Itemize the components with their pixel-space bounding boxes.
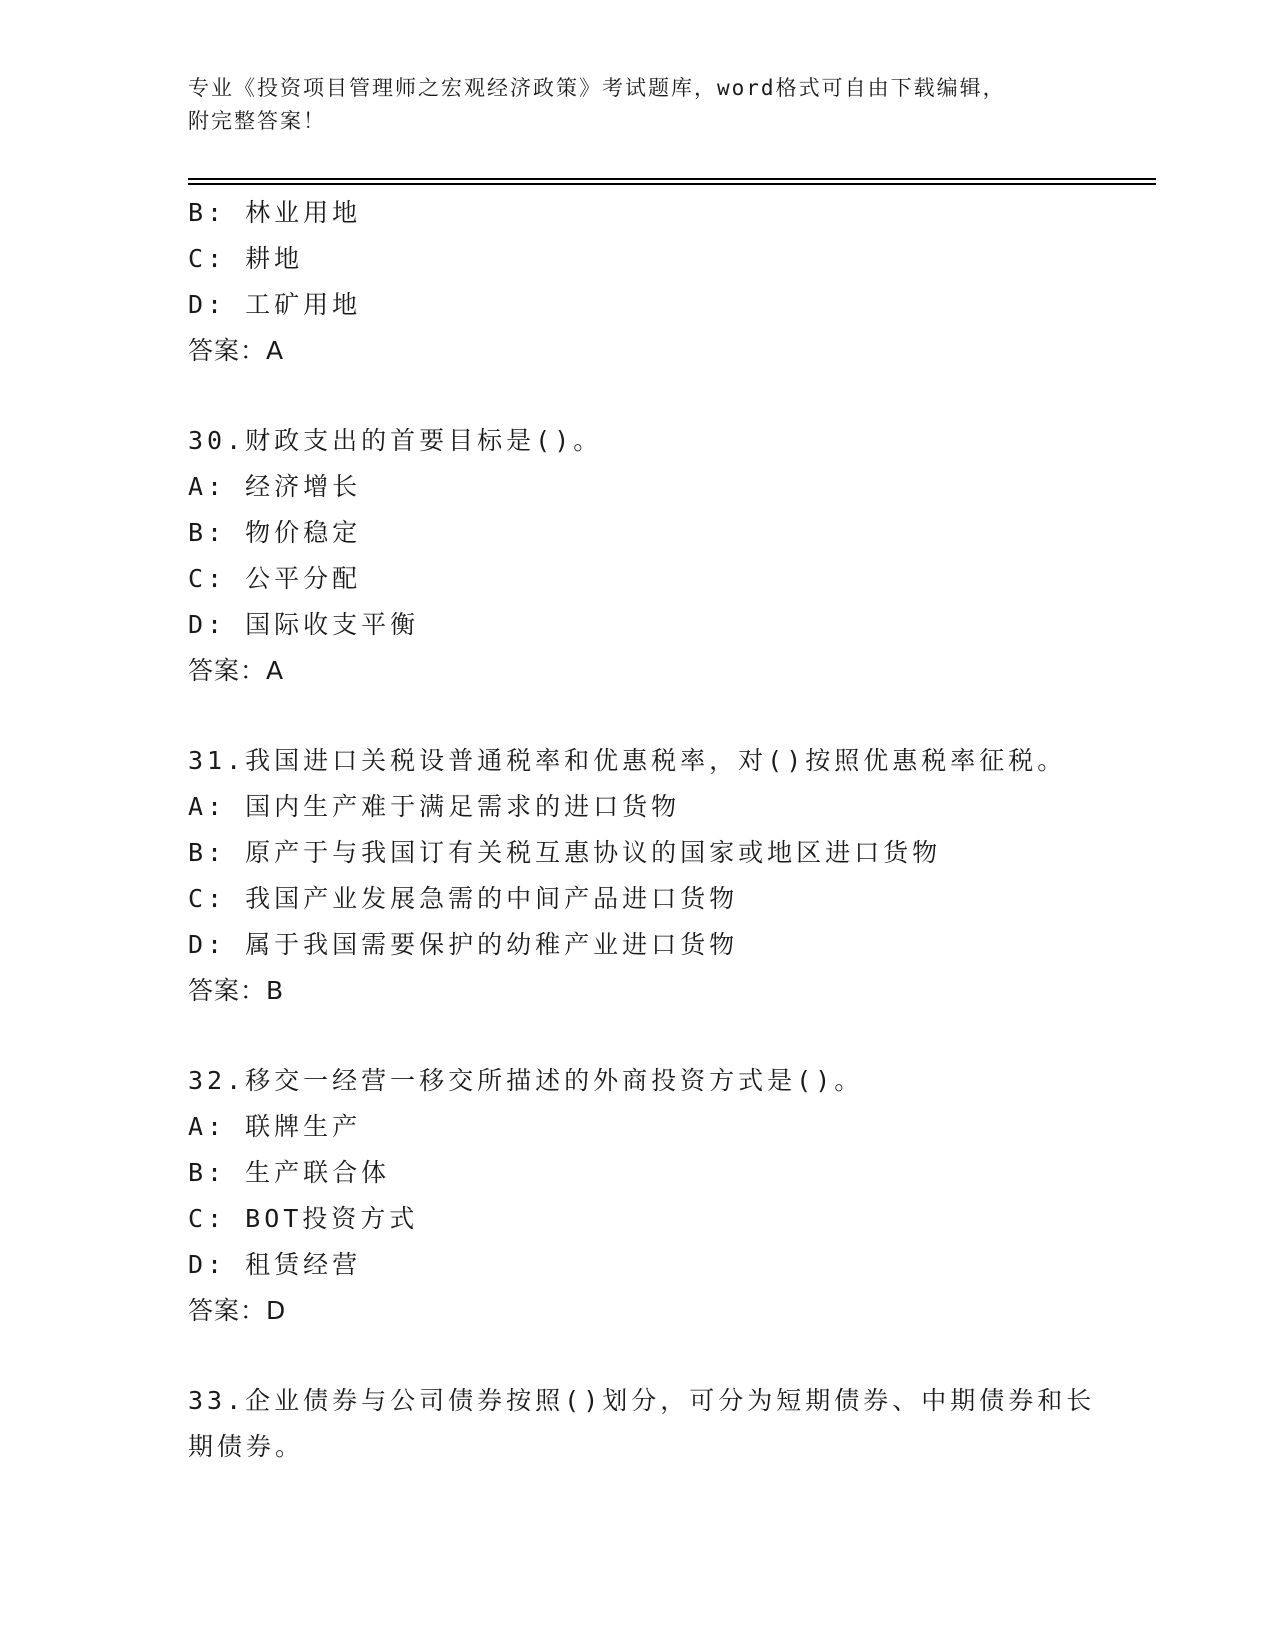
option-d: D: 工矿用地 [188,290,362,319]
answer-line: 答案：A [188,656,285,685]
option-c: C: 耕地 [188,244,304,273]
option-c: C: 我国产业发展急需的中间产品进口货物 [188,884,739,913]
option-b: B: 林业用地 [188,198,362,227]
header-divider-bottom [188,183,1156,185]
question-block-31 [188,738,1168,1014]
header-line-2: 附完整答案！ [188,109,326,133]
option-b: B: 生产联合体 [188,1158,391,1187]
document-header [188,72,1068,138]
question-stem: 30.财政支出的首要目标是()。 [188,426,603,455]
question-stem: 32.移交一经营一移交所描述的外商投资方式是()。 [188,1066,864,1095]
question-block-32 [188,1058,1168,1334]
question-stem: 31.我国进口关税设普通税率和优惠税率，对()按照优惠税率征税。 [188,746,1067,775]
question-block-29 [188,190,1168,374]
option-a: A: 国内生产难于满足需求的进口货物 [188,792,681,821]
answer-line: 答案：D [188,1296,287,1325]
option-c: C: 公平分配 [188,564,362,593]
option-a: A: 联牌生产 [188,1112,362,1141]
header-line-1: 专业《投资项目管理师之宏观经济政策》考试题库，word格式可自由下载编辑， [188,76,1006,100]
option-b: B: 原产于与我国订有关税互惠协议的国家或地区进口货物 [188,838,942,867]
option-c: C: BOT投资方式 [188,1204,419,1233]
document-body [188,190,1168,1470]
header-divider-top [188,178,1156,180]
answer-line: 答案：A [188,336,285,365]
option-d: D: 国际收支平衡 [188,610,420,639]
question-stem-line-2: 期债券。 [188,1432,305,1461]
question-stem-line-1: 33.企业债券与公司债券按照()划分，可分为短期债券、中期债券和长 [188,1386,1096,1415]
question-block-33 [188,1378,1168,1470]
option-a: A: 经济增长 [188,472,362,501]
answer-line: 答案：B [188,976,285,1005]
option-b: B: 物价稳定 [188,518,362,547]
option-d: D: 租赁经营 [188,1250,362,1279]
option-d: D: 属于我国需要保护的幼稚产业进口货物 [188,930,739,959]
question-block-30 [188,418,1168,694]
